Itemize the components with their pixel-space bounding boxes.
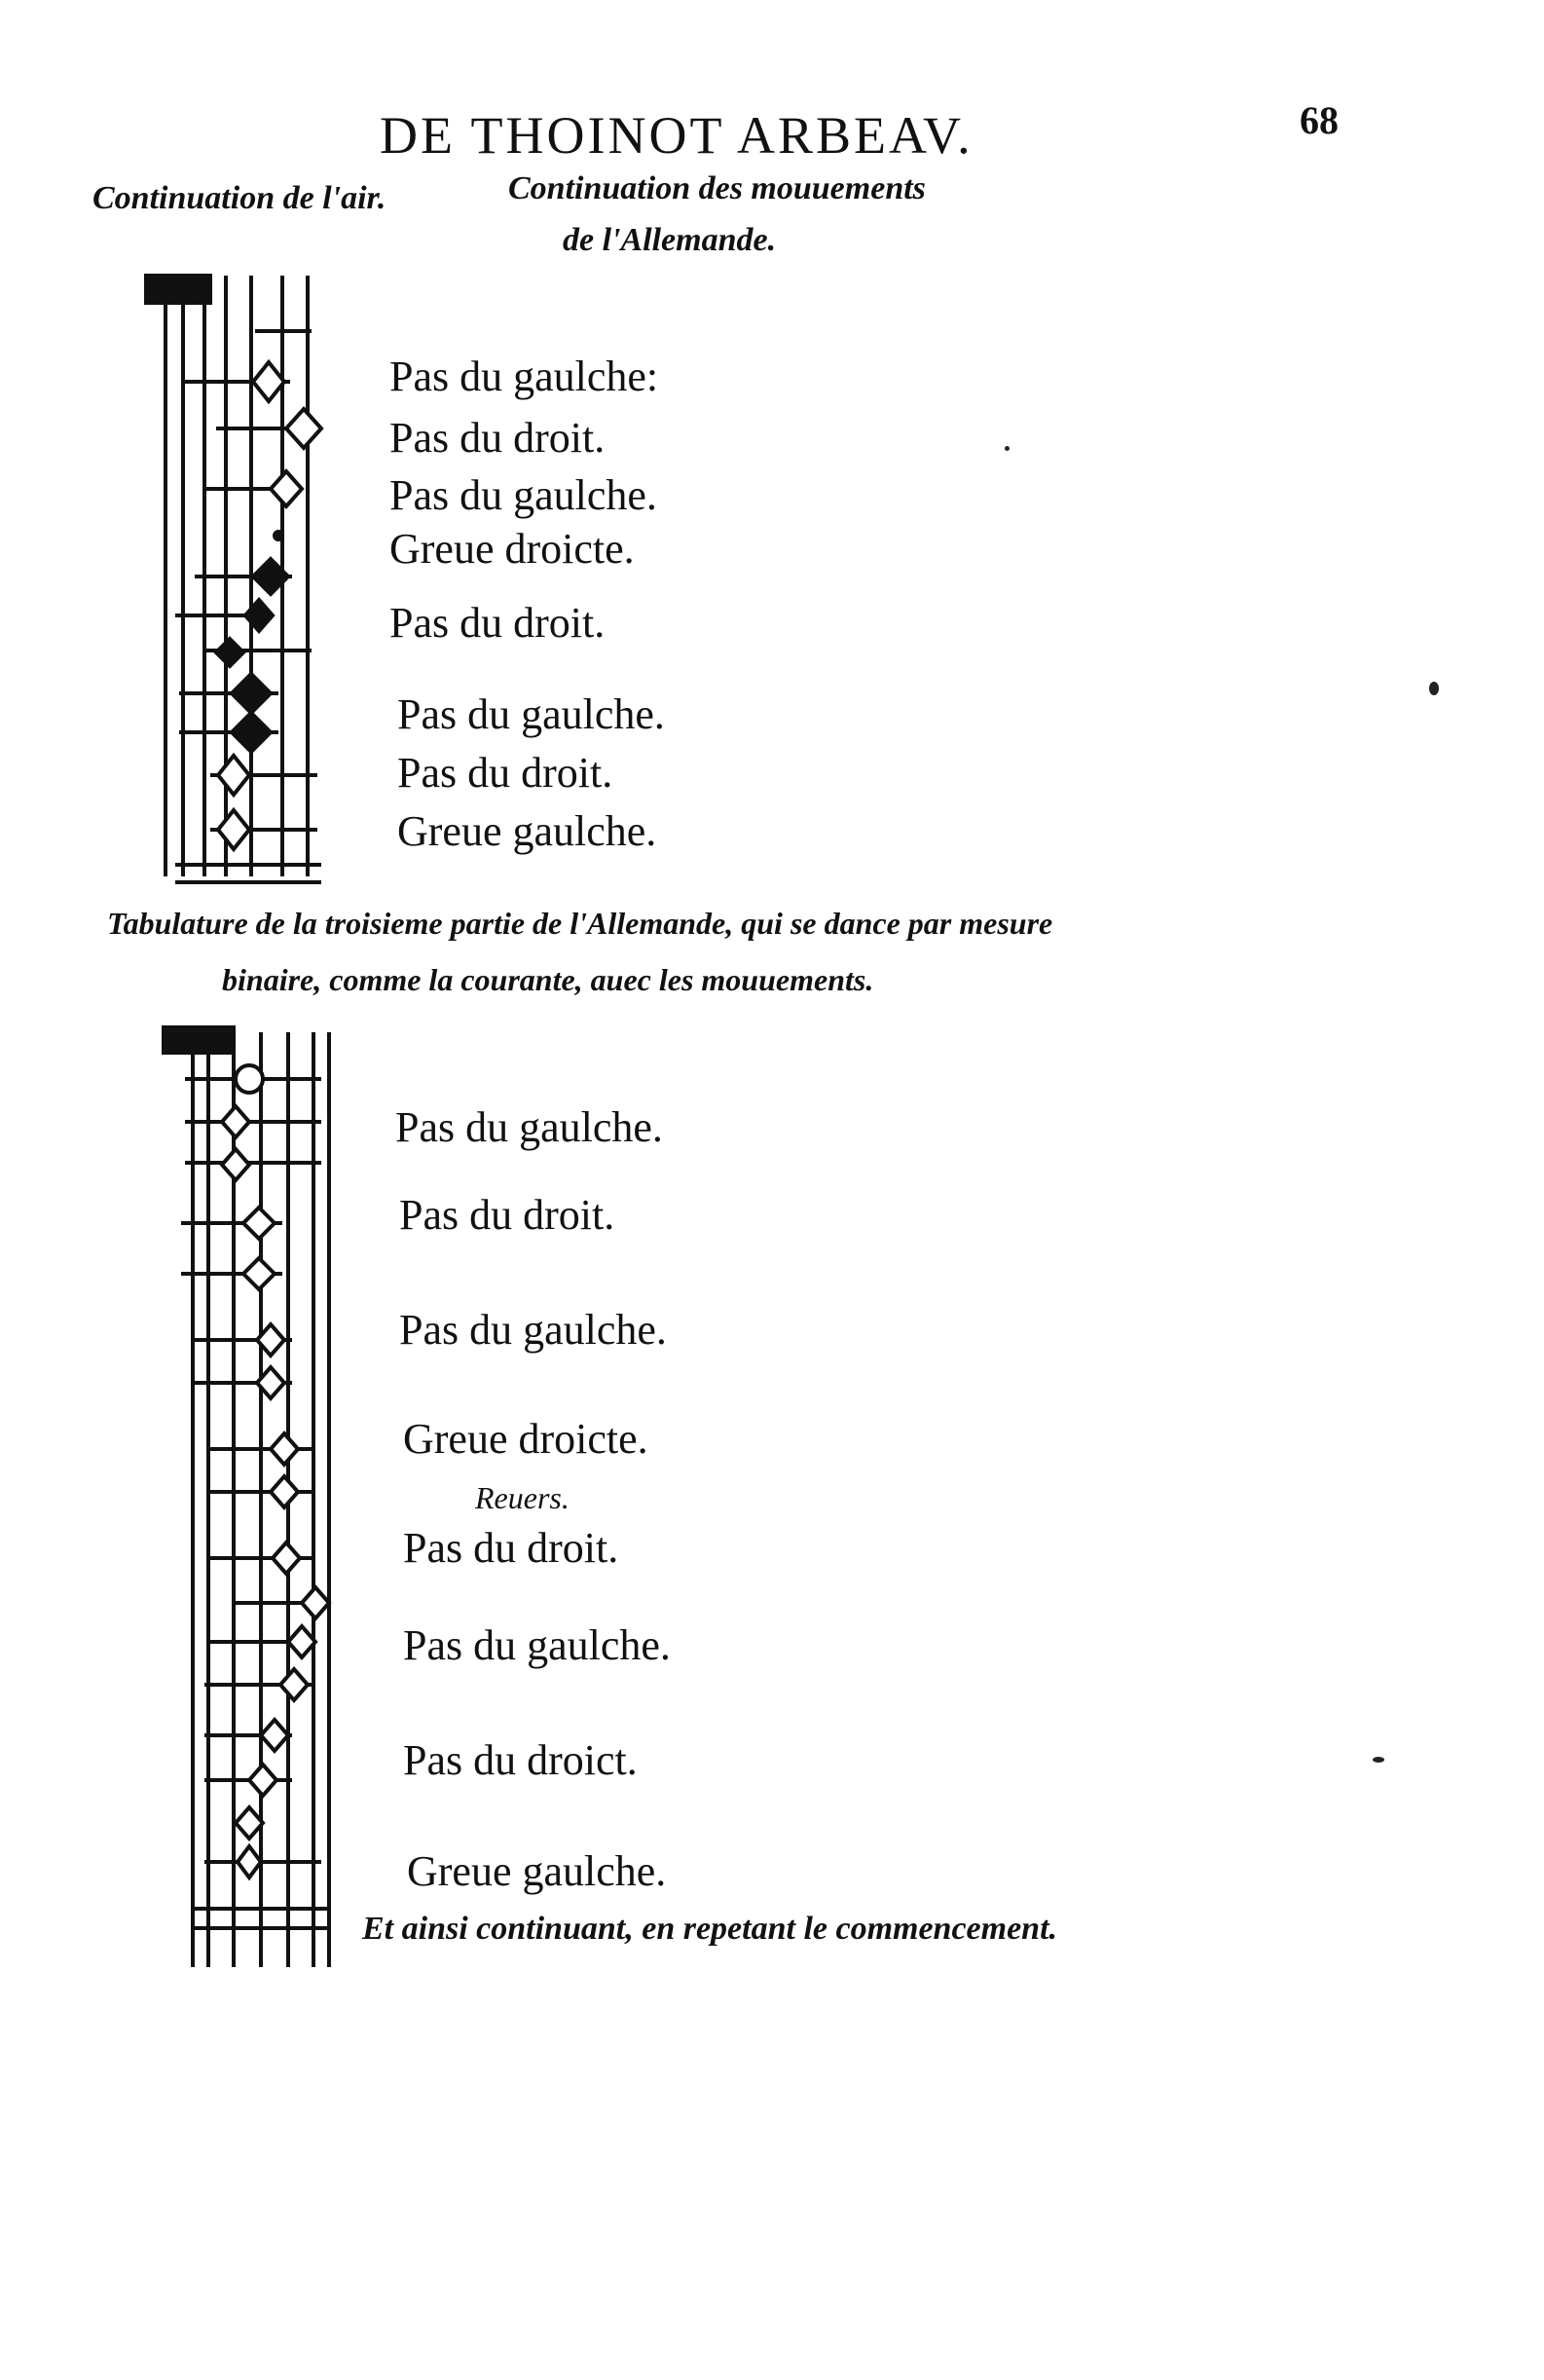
section2-step-7: Pas du droict. bbox=[403, 1736, 638, 1784]
column-heading-moves-line1: Continuation des mouuements bbox=[508, 170, 926, 206]
closing-line: Et ainsi continuant, en repetant le commencement. bbox=[362, 1911, 1058, 1947]
page-number: 68 bbox=[1300, 98, 1339, 142]
print-speck bbox=[1429, 682, 1439, 695]
section1-step-5: Pas du droit. bbox=[389, 599, 606, 647]
reuers-label: Reuers. bbox=[475, 1480, 570, 1515]
section1-step-6: Pas du gaulche. bbox=[397, 690, 665, 738]
section1-step-2: Pas du droit. bbox=[389, 414, 606, 462]
column-heading-moves-line2: de l'Allemande. bbox=[563, 222, 777, 258]
section2-step-6: Pas du gaulche. bbox=[403, 1621, 671, 1669]
section2-step-2: Pas du droit. bbox=[399, 1191, 615, 1239]
section2-step-5: Pas du droit. bbox=[403, 1524, 619, 1572]
section1-step-1: Pas du gaulche: bbox=[389, 353, 659, 400]
print-speck bbox=[1373, 1757, 1384, 1763]
section2-heading-line2: binaire, comme la courante, auec les mouuements. bbox=[222, 962, 874, 997]
section2-heading-line1: Tabulature de la troisieme partie de l'Allemande, qui se dance par mesure bbox=[107, 906, 1053, 941]
section1-step-8: Greue gaulche. bbox=[397, 807, 657, 855]
section1-step-4: Greue droicte. bbox=[389, 525, 635, 573]
section1-step-3: Pas du gaulche. bbox=[389, 471, 657, 519]
section2-step-4: Greue droicte. bbox=[403, 1415, 648, 1463]
column-heading-air: Continuation de l'air. bbox=[92, 180, 386, 216]
running-head: DE THOINOT ARBEAV. bbox=[380, 106, 974, 165]
section1-step-7: Pas du droit. bbox=[397, 749, 613, 797]
section2-step-8: Greue gaulche. bbox=[407, 1847, 667, 1895]
section2-step-3: Pas du gaulche. bbox=[399, 1306, 667, 1354]
print-speck bbox=[1005, 446, 1010, 451]
section2-step-1: Pas du gaulche. bbox=[395, 1103, 663, 1151]
